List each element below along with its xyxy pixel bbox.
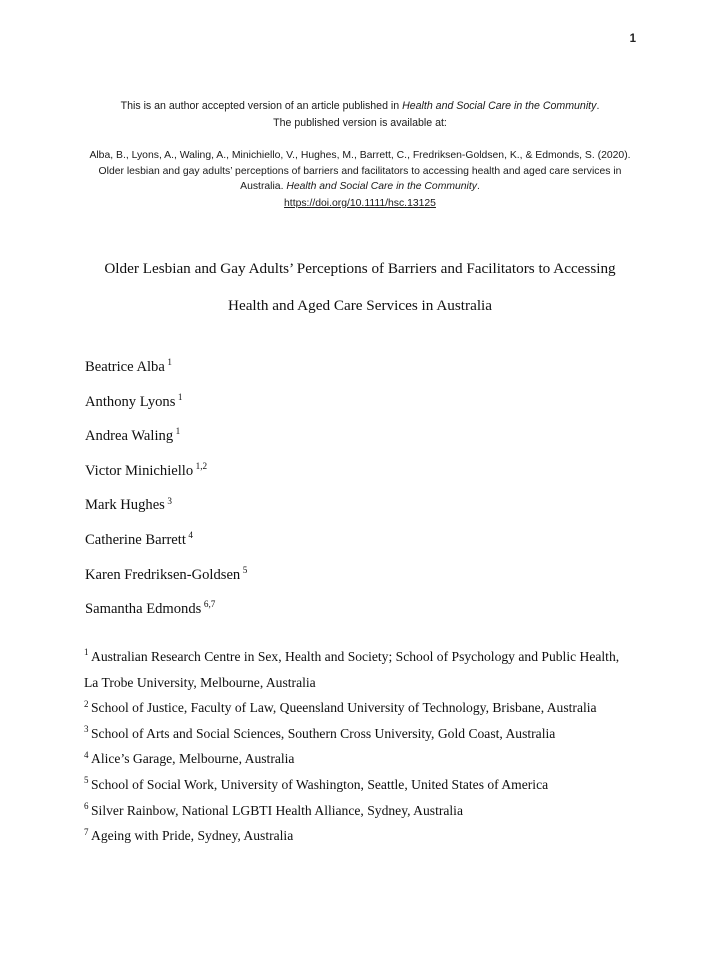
affiliation-text: Australian Research Centre in Sex, Health and Society; School of Psychology and Public Health, La Trobe University, Melbourne, Australia <box>84 649 620 690</box>
cover-note-block <box>84 98 636 212</box>
citation-block <box>84 148 636 195</box>
author-affiliation-mark: 5 <box>242 564 248 575</box>
affiliation-text: Alice’s Garage, Melbourne, Australia <box>91 751 295 767</box>
article-title: Older Lesbian and Gay Adults’ Perceptions of Barriers and Facilitators to Accessing Health and Aged Care Services in Australia <box>104 260 616 314</box>
citation-journal-name: Health and Social Care in the Community <box>286 181 477 193</box>
author-entry <box>85 419 625 454</box>
cover-note-prefix: This is an author accepted version of an article published in <box>120 100 403 112</box>
author-name: Beatrice Alba <box>85 359 165 375</box>
author-entry <box>85 523 625 558</box>
affiliation-text: School of Arts and Social Sciences, Southern Cross University, Gold Coast, Australia <box>91 725 556 741</box>
author-name: Mark Hughes <box>85 497 165 514</box>
doi-link[interactable]: https://doi.org/10.1111/hsc.13125 <box>284 197 436 209</box>
author-entry <box>85 350 625 385</box>
affiliation-entry <box>84 721 624 747</box>
author-list <box>85 350 625 627</box>
cover-note-journal-name: Health and Social Care in the Community <box>402 100 597 112</box>
author-entry <box>85 385 625 420</box>
affiliation-mark: 4 <box>84 749 89 760</box>
author-affiliation-mark: 6,7 <box>203 599 216 610</box>
cover-note-suffix: . <box>596 100 600 112</box>
affiliation-entry <box>84 644 624 695</box>
affiliation-text: School of Social Work, University of Washington, Seattle, United States of America <box>91 776 549 792</box>
affiliation-mark: 5 <box>84 775 89 786</box>
author-affiliation-mark: 3 <box>167 495 172 506</box>
author-entry <box>85 488 625 523</box>
affiliation-text: School of Justice, Faculty of Law, Queensland University of Technology, Brisbane, Australia <box>91 700 597 716</box>
cover-note-line-1 <box>84 98 636 115</box>
author-name: Victor Minichiello <box>85 462 194 479</box>
author-entry <box>85 592 625 627</box>
author-name: Andrea Waling <box>85 428 174 445</box>
citation-period: . <box>476 181 480 193</box>
author-entry <box>85 454 625 489</box>
affiliation-list <box>84 644 624 849</box>
affiliation-mark: 6 <box>84 801 89 812</box>
author-affiliation-mark: 1 <box>167 357 172 368</box>
affiliation-entry <box>84 772 624 798</box>
citation-text: Alba, B., Lyons, A., Waling, A., Minichiello, V., Hughes, M., Barrett, C., Fredriksen-Goldsen, K., & Edmonds, S. (2020). Older lesbian and gay adults’ perceptions of barriers and facilitators to accessing health and aged care services in Australia. <box>89 150 631 193</box>
author-affiliation-mark: 1,2 <box>195 460 208 471</box>
affiliation-mark: 1 <box>84 647 89 658</box>
author-name: Samantha Edmonds <box>85 601 202 618</box>
cover-note-line-2: The published version is available at: <box>273 116 447 129</box>
author-name: Karen Fredriksen-Goldsen <box>85 566 241 583</box>
affiliation-mark: 7 <box>84 826 89 837</box>
author-name: Catherine Barrett <box>85 531 186 548</box>
author-affiliation-mark: 1 <box>175 426 181 437</box>
affiliation-entry <box>84 746 624 772</box>
affiliation-entry <box>84 823 624 849</box>
page-number: 1 <box>629 33 636 45</box>
affiliation-entry <box>84 695 624 721</box>
affiliation-mark: 2 <box>84 698 89 709</box>
affiliation-mark: 3 <box>84 724 89 735</box>
author-affiliation-mark: 4 <box>188 530 193 541</box>
author-entry <box>85 558 625 593</box>
affiliation-entry <box>84 798 624 824</box>
author-affiliation-mark: 1 <box>177 391 183 402</box>
affiliation-text: Silver Rainbow, National LGBTI Health Alliance, Sydney, Australia <box>91 802 463 818</box>
author-name: Anthony Lyons <box>85 393 176 410</box>
affiliation-text: Ageing with Pride, Sydney, Australia <box>91 828 294 844</box>
